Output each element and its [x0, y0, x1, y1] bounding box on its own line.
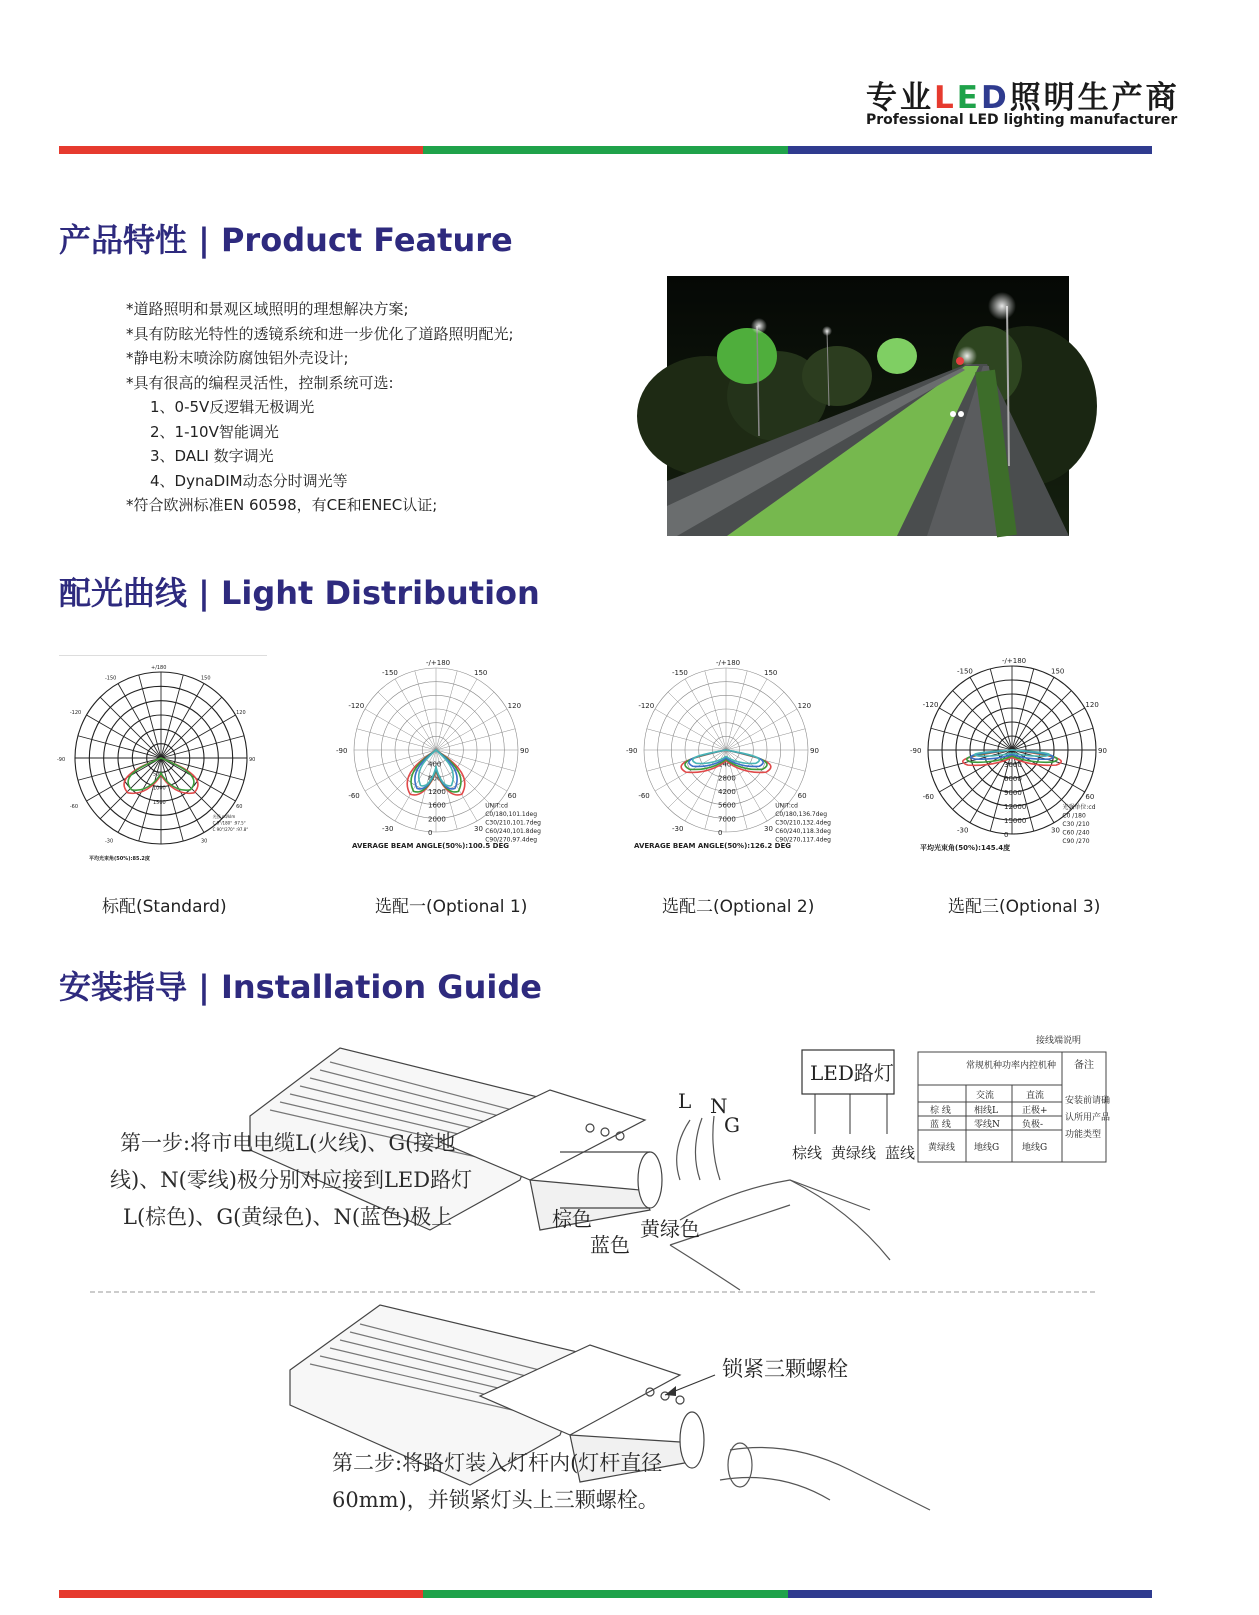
step2-line: 第二步:将路灯装入灯杆内(灯杆直径: [332, 1451, 663, 1475]
feature-list: [126, 297, 514, 518]
polar-spoke: [970, 677, 1012, 750]
polar-angle-label: 120: [1085, 701, 1099, 709]
chart-footer: AVERAGE BEAM ANGLE(50%):100.5 DEG: [352, 842, 509, 850]
polar-chart-standard: [59, 656, 271, 868]
wire-brown: 棕色: [552, 1207, 592, 1231]
polar-spoke: [726, 679, 767, 750]
polar-ring-label: 9000: [1004, 789, 1022, 797]
polar-angle-label: -90: [336, 747, 348, 755]
caption-standard: 标配(Standard): [102, 897, 227, 917]
led-wire-brown: 棕线: [792, 1144, 823, 1162]
polar-spoke: [1012, 691, 1071, 750]
bolts-label: 锁紧三颗螺栓: [722, 1357, 848, 1381]
wire-label-g: G: [724, 1113, 740, 1137]
table-sub-dc: 直流: [1026, 1091, 1045, 1101]
table-note: 功能类型: [1065, 1130, 1102, 1140]
polar-ring-label: 1400: [718, 760, 736, 769]
chart-legend-entry: C60/240,101.8deg: [485, 827, 541, 835]
chart-legend-entry: 光强 cd/klm: [212, 814, 236, 820]
light-distribution-title: 配光曲线 | Light Distribution: [59, 574, 540, 612]
polar-angle-label: 150: [764, 669, 778, 678]
polar-angle-label: -30: [382, 824, 394, 833]
polar-spoke: [726, 709, 797, 750]
feature-line: 2、1-10V智能调光: [150, 422, 279, 441]
polar-angle-label: -60: [69, 804, 79, 810]
polar-ring-label: 800: [428, 774, 442, 783]
table-caption: 接线端说明: [1036, 1036, 1082, 1046]
polar-ring-label: 3000: [1004, 761, 1022, 769]
installation-guide-title: 安装指导 | Installation Guide: [59, 968, 542, 1006]
chart-legend-entry: C0/180,101.1deg: [485, 810, 538, 818]
feature-line: *具有防眩光特性的透镜系统和进一步优化了道路照明配光;: [126, 324, 514, 343]
polar-ring-label: 0: [428, 829, 433, 837]
polar-ring-label: 0: [1004, 831, 1009, 839]
polar-ring-label: 5600: [718, 801, 736, 810]
polar-angle-label: -90: [626, 747, 638, 755]
polar-top-label: +/180: [151, 665, 167, 671]
polar-ring-label: 1000: [153, 785, 166, 792]
product-feature-title: 产品特性 | Product Feature: [59, 221, 513, 259]
polar-angle-label: 90: [249, 757, 256, 763]
polar-top-label: -/+180: [716, 659, 741, 667]
polar-spoke: [953, 691, 1012, 750]
polar-ring-label: 15000: [1004, 817, 1027, 825]
table-dc: 负极-: [1022, 1120, 1044, 1130]
led-wire-yellowgreen: 黄绿线: [831, 1144, 877, 1162]
step2-line: 60mm)，并锁紧灯头上三颗螺栓。: [332, 1488, 659, 1512]
polar-angle-label: 150: [474, 669, 488, 678]
chart-legend-entry: C90/270,97.4deg: [485, 836, 538, 844]
polar-angle-label: -30: [672, 824, 684, 833]
led-wire-blue: 蓝线: [885, 1144, 916, 1162]
polar-spoke: [436, 709, 507, 750]
chart-legend-entry: 光强单位:cd: [1062, 803, 1096, 811]
polar-spoke: [436, 692, 494, 750]
polar-top-label: -/+180: [426, 659, 451, 667]
polar-spoke: [87, 758, 161, 801]
polar-angle-label: 30: [1051, 826, 1060, 835]
polar-ring-label: 12000: [1004, 803, 1027, 811]
polar-spoke: [161, 684, 204, 758]
polar-ring-label: 6000: [1004, 775, 1022, 783]
step1-line: 第一步:将市电电缆L(火线)、G(接地: [120, 1131, 456, 1155]
polar-spoke: [161, 715, 235, 758]
polar-ring-label: 1200: [428, 788, 446, 796]
polar-angle-label: 150: [1051, 667, 1065, 676]
table-dc: 地线G: [1022, 1143, 1048, 1153]
polar-spoke: [939, 708, 1012, 750]
feature-line: *道路照明和景观区域照明的理想解决方案;: [126, 300, 409, 318]
polar-spoke: [1012, 677, 1054, 750]
feature-line: 4、DynaDIM动态分时调光等: [150, 471, 348, 490]
polar-ring-label: 7000: [718, 815, 736, 824]
table-wire: 黄绿线: [928, 1143, 956, 1153]
polar-angle-label: -30: [957, 826, 969, 835]
chart-legend-entry: C 0°/180° :97.5°: [212, 820, 246, 826]
top-color-stripe: [59, 146, 1152, 154]
polar-spoke: [395, 679, 436, 750]
feature-line: 1、0-5V反逻辑无极调光: [150, 398, 315, 416]
wire-label-n: N: [710, 1094, 728, 1118]
polar-chart-optional-3: [912, 656, 1148, 868]
chart-legend-entry: C 90°/270° :97.8°: [212, 827, 249, 833]
feature-line: *静电粉末喷涂防腐蚀铝外壳设计;: [126, 349, 349, 367]
polar-angle-label: 90: [810, 747, 819, 755]
polar-spoke: [87, 715, 161, 758]
polar-angle-label: -60: [638, 792, 650, 800]
chart-legend-entry: C60 /240: [1062, 829, 1090, 837]
polar-angle-label: 90: [520, 747, 529, 755]
polar-angle-label: -120: [922, 701, 939, 709]
chart-legend-entry: C30 /210: [1062, 820, 1090, 828]
polar-angle-label: 60: [236, 804, 243, 810]
polar-spoke: [436, 679, 477, 750]
pole-step2: [720, 1443, 930, 1510]
table-sub-ac: 交流: [976, 1091, 995, 1101]
table-ac: 地线G: [974, 1143, 1000, 1153]
feature-line: *符合欧洲标准EN 60598，有CE和ENEC认证;: [126, 496, 438, 514]
wire-blue: 蓝色: [590, 1233, 630, 1257]
polar-angle-label: 90: [1098, 747, 1107, 755]
polar-angle-label: 120: [797, 702, 812, 710]
table-dc: 正极+: [1022, 1106, 1048, 1116]
feature-line: 3、DALI 数字调光: [150, 447, 274, 465]
polar-chart-optional-2: [626, 656, 862, 868]
installation-diagram: [90, 1030, 1130, 1550]
street-night-photo: [667, 276, 1069, 536]
polar-spoke: [118, 684, 161, 758]
caption-optional-2: 选配二(Optional 2): [662, 897, 815, 917]
polar-angle-label: -60: [348, 792, 360, 800]
polar-angle-label: -60: [922, 793, 935, 801]
table-note: 认所用产品: [1065, 1113, 1111, 1123]
polar-spoke: [365, 709, 436, 750]
polar-spoke: [161, 697, 222, 758]
table-wire: 蓝 线: [930, 1120, 951, 1130]
caption-optional-3: 选配三(Optional 3): [948, 897, 1101, 917]
polar-angle-label: 150: [201, 675, 211, 682]
polar-ring-label: 1500: [153, 800, 166, 806]
step1-line: L(棕色)、G(黄绿色)、N(蓝色)极上: [123, 1205, 453, 1229]
polar-angle-label: -120: [69, 710, 82, 716]
polar-ring-label: 4200: [718, 788, 736, 796]
polar-angle-label: -150: [382, 669, 398, 678]
polar-angle-label: 120: [507, 702, 522, 710]
polar-angle-label: 60: [797, 792, 807, 800]
chart-legend-entry: C90 /270: [1062, 837, 1090, 845]
polar-spoke: [726, 750, 797, 791]
wire-yellowgreen: 黄绿色: [640, 1217, 700, 1241]
wire-label-l: L: [678, 1089, 692, 1113]
cable-step1: [670, 1116, 890, 1290]
brand-subtitle: Professional LED lighting manufacturer: [866, 112, 1178, 128]
polar-spoke: [655, 750, 726, 791]
caption-optional-1: 选配一(Optional 1): [375, 897, 528, 917]
chart-legend-entry: UNIT:cd: [775, 802, 798, 810]
polar-ring-label: 400: [428, 760, 442, 769]
polar-ring-label: 2800: [718, 774, 736, 783]
polar-angle-label: 60: [507, 792, 517, 800]
step1-line: 线)、N(零线)极分别对应接到LED路灯: [110, 1168, 473, 1192]
polar-ring-label: 2000: [428, 815, 446, 824]
led-box-label: LED路灯: [810, 1061, 894, 1085]
polar-angle-label: 30: [474, 824, 483, 833]
bottom-color-stripe: [59, 1590, 1152, 1598]
polar-angle-label: -150: [672, 669, 688, 678]
polar-ring-label: 1600: [428, 801, 446, 810]
chart-legend-entry: C30/210,101.7deg: [485, 819, 541, 827]
polar-spoke: [685, 679, 726, 750]
polar-ring-label: 0: [718, 829, 723, 837]
polar-angle-label: -150: [105, 675, 117, 682]
polar-angle-label: 30: [764, 824, 773, 833]
polar-angle-label: -90: [57, 757, 66, 763]
brand-title: 专业LED照明生产商: [866, 80, 1180, 116]
polar-angle-label: -150: [957, 667, 973, 676]
chart-footer: 平均光束角(50%):85.2度: [89, 856, 150, 862]
table-wire: 棕 线: [930, 1106, 951, 1116]
polar-spoke: [726, 692, 784, 750]
polar-spoke: [655, 709, 726, 750]
chart-legend-entry: C60/240,118.3deg: [775, 827, 831, 835]
table-header-note: 备注: [1074, 1060, 1094, 1071]
feature-line: *具有很高的编程灵活性，控制系统可选:: [126, 373, 394, 392]
chart-legend-entry: C0/180,136.7deg: [775, 810, 828, 818]
chart-legend-entry: C0 /180: [1062, 812, 1086, 820]
polar-angle-label: -120: [638, 702, 655, 710]
chart-legend-entry: C90/270,117.4deg: [775, 836, 831, 844]
table-header-main: 常规机种功率内控机种: [966, 1061, 1057, 1071]
table-ac: 相线L: [974, 1106, 998, 1116]
chart-legend-entry: UNIT:cd: [485, 802, 508, 810]
table-ac: 零线N: [974, 1120, 1000, 1130]
polar-angle-label: 120: [236, 710, 246, 716]
chart-footer: AVERAGE BEAM ANGLE(50%):126.2 DEG: [634, 842, 791, 850]
polar-spoke: [668, 692, 726, 750]
polar-spoke: [1012, 708, 1085, 750]
polar-spoke: [100, 697, 161, 758]
polar-angle-label: -120: [348, 702, 365, 710]
chart-footer: 平均光束角(50%):145.4度: [920, 844, 1011, 852]
polar-angle-label: 60: [1085, 793, 1095, 801]
polar-ring-label: 500: [153, 771, 163, 778]
table-note: 安装前请确: [1065, 1096, 1111, 1106]
polar-spoke: [161, 758, 235, 801]
polar-angle-label: -90: [910, 747, 922, 755]
polar-chart-optional-1: [336, 656, 564, 868]
polar-angle-label: 30: [201, 838, 208, 845]
polar-top-label: -/+180: [1002, 657, 1027, 665]
polar-angle-label: -30: [105, 838, 114, 845]
chart-legend-entry: C30/210,132.4deg: [775, 819, 831, 827]
polar-spoke: [378, 692, 436, 750]
